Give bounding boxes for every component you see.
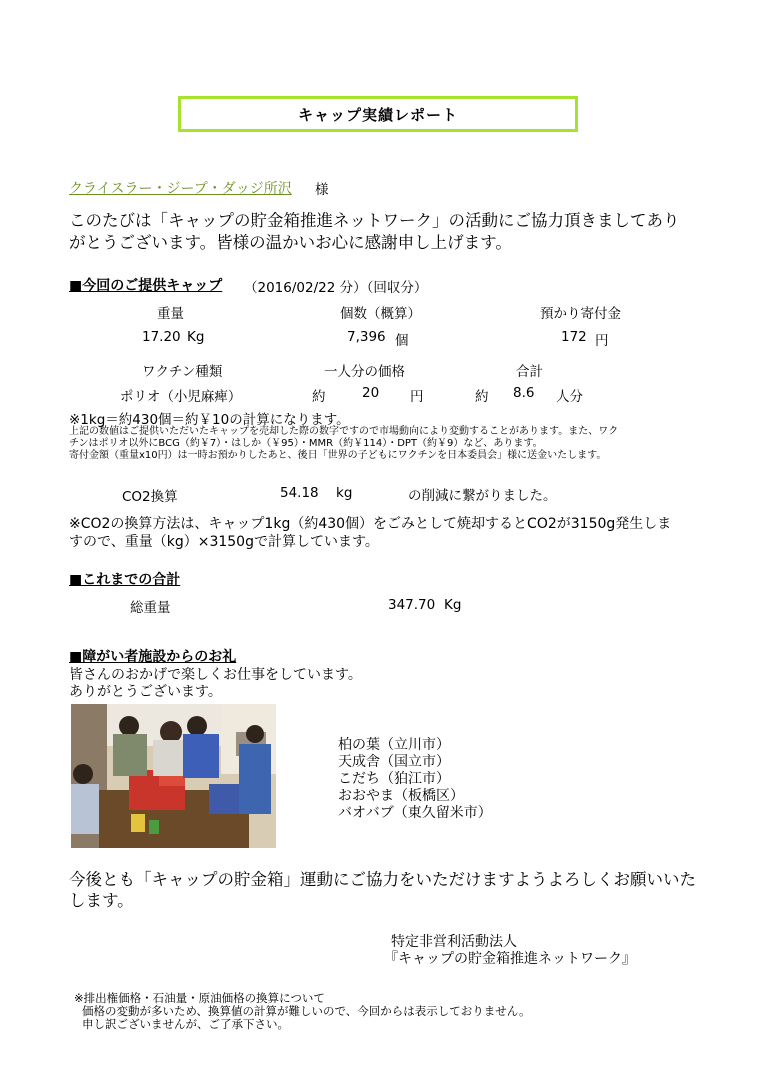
thanks-line-1: 皆さんのおかげで楽しくお仕事をしています。	[69, 667, 362, 683]
intro-line-1: このたびは「キャップの貯金箱推進ネットワーク」の活動にご協力頂きましてあり	[69, 211, 680, 230]
approx-label-2: 約	[475, 389, 489, 405]
facility-item: こだち（狛江市）	[338, 771, 450, 787]
footer-line-3: 申し訳ございませんが、ご了承下さい。	[82, 1017, 289, 1031]
thanks-line-2: ありがとうございます。	[69, 684, 222, 700]
col-total: 合計	[516, 364, 543, 380]
col-count: 個数（概算）	[340, 306, 421, 322]
facility-list	[338, 737, 492, 822]
org-name: 『キャップの貯金箱推進ネットワーク』	[384, 951, 636, 967]
total-weight-value: 347.70	[388, 597, 436, 613]
small-note-1: 上記の数値はご提供いただいたキャップを売却した際の数字ですので市場動向により変動することがあります。また、ワク	[69, 426, 619, 437]
weight-unit: Kg	[187, 329, 205, 345]
co2-note-1: ※CO2の換算方法は、キャップ1kg（約430個）をごみとして焼却するとCO2が3150g発生しま	[69, 516, 672, 532]
co2-value: 54.18	[280, 485, 319, 501]
total-weight-unit: Kg	[444, 597, 462, 613]
col-vaccine: ワクチン種類	[142, 364, 223, 380]
current-date-note: （2016/02/22 分）（回収分）	[244, 280, 428, 296]
weight-value: 17.20	[142, 329, 181, 345]
facility-photo-illustration	[71, 704, 276, 848]
vaccine-name: ポリオ（小児麻痺）	[120, 389, 242, 405]
co2-note-2: すので、重量（kg）×3150gで計算しています。	[69, 534, 379, 550]
closing-line-1: 今後とも「キャップの貯金箱」運動にご協力をいただけますようよろしくお願いいた	[69, 870, 696, 889]
total-value: 8.6	[513, 385, 535, 401]
co2-unit: kg	[336, 485, 353, 501]
report-title-text: キャップ実績レポート	[297, 105, 458, 124]
col-weight: 重量	[157, 306, 184, 322]
co2-label: CO2換算	[122, 489, 178, 505]
count-value: 7,396	[347, 329, 386, 345]
count-unit: 個	[395, 333, 409, 349]
col-price: 一人分の価格	[324, 364, 405, 380]
col-donation: 預かり寄付金	[540, 306, 621, 322]
total-unit: 人分	[556, 389, 583, 405]
co2-suffix: の削減に繋がりました。	[408, 488, 557, 504]
current-heading: ■今回のご提供キャップ	[69, 278, 223, 294]
calc-note: ※1kg＝約430個＝約￥10の計算になります。	[69, 412, 350, 428]
recipient-honorific: 様	[315, 182, 329, 198]
footer-line-1: ※排出権価格・石油量・原油価格の換算について	[74, 991, 325, 1005]
facility-item: 天成舎（国立市）	[338, 754, 450, 770]
facility-item: おおやま（板橋区）	[338, 788, 464, 804]
intro-line-2: がとうございます。皆様の温かいお心に感謝申し上げます。	[69, 233, 512, 252]
footer-line-2: 価格の変動が多いため、換算値の計算が難しいので、今回からは表示しておりません。	[82, 1004, 531, 1018]
small-note-3: 寄付金額（重量x10円）は一時お預かりしたあと、後日「世界の子どもにワクチンを日本委員会」様に送金いたします。	[69, 450, 607, 461]
report-title	[178, 96, 578, 132]
closing-line-2: します。	[69, 891, 134, 910]
facility-item: バオバブ（東久留米市）	[338, 805, 492, 821]
price-value: 20	[362, 385, 380, 401]
org-type: 特定非営利活動法人	[391, 934, 517, 950]
donation-unit: 円	[595, 333, 609, 349]
donation-value: 172	[561, 329, 587, 345]
price-unit: 円	[410, 389, 424, 405]
total-weight-label: 総重量	[130, 600, 171, 616]
total-heading: ■これまでの合計	[69, 572, 181, 588]
facility-item: 柏の葉（立川市）	[338, 737, 450, 753]
recipient-name: クライスラー・ジープ・ダッジ所沢	[69, 181, 292, 197]
approx-label-1: 約	[312, 389, 326, 405]
facility-work-photo	[71, 704, 276, 848]
thanks-heading: ■障がい者施設からのお礼	[69, 649, 237, 665]
small-note-2: チンはポリオ以外にBCG（約￥7）・はしか（￥95）・MMR（約￥114）・DPT（約￥9）など、あります。	[69, 438, 543, 449]
